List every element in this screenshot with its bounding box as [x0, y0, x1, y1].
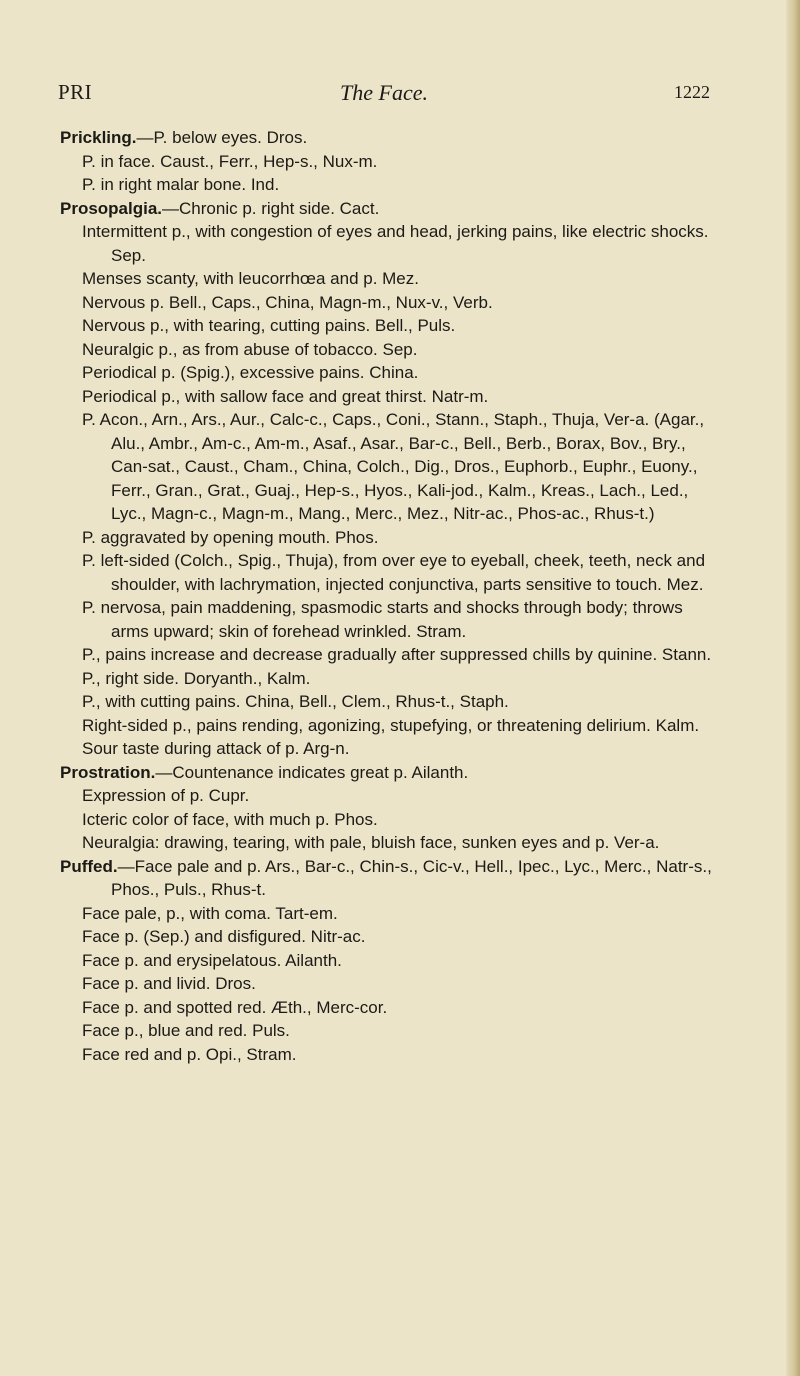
entry-text: P. nervosa, pain maddening, spasmodic starts and shocks through body; throws arms upward; skin of forehead wrinkled. Stram.: [82, 598, 683, 641]
sub-entry: [60, 549, 725, 596]
entry-text: P., with cutting pains. China, Bell., Clem., Rhus-t., Staph.: [82, 692, 509, 711]
entry-text: Face p., blue and red. Puls.: [82, 1021, 290, 1040]
sub-entry: [60, 667, 725, 691]
rubric-headword: Prickling.: [60, 128, 137, 147]
sub-entry: [60, 150, 725, 174]
entry-text: P., right side. Doryanth., Kalm.: [82, 668, 311, 688]
sub-entry: [60, 338, 725, 362]
entry-text: P. in face. Caust., Ferr., Hep-s., Nux-m.: [82, 151, 378, 171]
entry-text: P. in right malar bone. Ind.: [82, 175, 280, 194]
sub-entry: [60, 291, 725, 315]
page-edge-shadow: [786, 0, 800, 1376]
sub-entry: [60, 949, 725, 973]
rubric-headword: Prostration.: [60, 762, 156, 782]
rubric-headword: Prosopalgia.: [60, 198, 163, 218]
entry-text: —P. below eyes. Dros.: [136, 128, 308, 147]
sub-entry: [60, 596, 725, 643]
sub-entry: [60, 173, 725, 197]
section-title: The Face.: [340, 80, 428, 105]
entry-text: P., pains increase and decrease gradually after suppressed chills by quinine. Stann.: [82, 645, 712, 664]
sub-entry: [60, 408, 725, 526]
sub-entry: [60, 996, 725, 1020]
entry-text: Nervous p., with tearing, cutting pains. Bell., Puls.: [82, 316, 456, 335]
entry-text: Neuralgia: drawing, tearing, with pale, bluish face, sunken eyes and p. Ver-a.: [82, 833, 660, 852]
sub-entry: [60, 690, 725, 714]
sub-entry: [60, 925, 725, 949]
entry-text: Icteric color of face, with much p. Phos.: [82, 809, 378, 829]
entry-text: Face pale, p., with coma. Tart-em.: [82, 903, 338, 923]
entry-text: P. Acon., Arn., Ars., Aur., Calc-c., Caps., Coni., Stann., Staph., Thuja, Ver-a. (Agar., Alu., Ambr., Am-c., Am-m., Asaf., Asar., Bar-c., Bell., Berb., Borax, Bov., Bry., Can-sat., Caust., Cham., China, Colch., Dig., Dros., Euphorb., Euphr., Euony., Ferr., Gran., Grat., Guaj., Hep-s., Hyos., Kali-jod., Kalm., Kreas., Lach., Led., Lyc., Magn-c., Magn-m., Mang., Merc., Mez., Nitr-ac., Phos-ac., Rhus-t.): [82, 410, 705, 523]
entry-text: Sour taste during attack of p. Arg-n.: [82, 739, 350, 758]
entry-text: Expression of p. Cupr.: [82, 786, 250, 805]
page-number: 1222: [674, 82, 710, 102]
running-head: [58, 80, 710, 110]
entry-text: Right-sided p., pains rending, agonizing, stupefying, or threatening delirium. Kalm.: [82, 715, 700, 735]
rubric-headword: Puffed.: [60, 856, 118, 876]
repertory-entries: [60, 126, 725, 1066]
sub-entry: [60, 1043, 725, 1067]
sub-entry: [60, 808, 725, 832]
sub-entry: [60, 972, 725, 996]
entry-text: Intermittent p., with congestion of eyes and head, jerking pains, like electric shocks. Sep.: [82, 222, 709, 265]
sub-entry: [60, 220, 725, 267]
entry-text: P. aggravated by opening mouth. Phos.: [82, 527, 379, 547]
entry-text: Menses scanty, with leucorrhœa and p. Mez.: [82, 269, 419, 288]
rubric-entry: [60, 761, 725, 785]
sub-entry: [60, 643, 725, 667]
entry-text: Face p. and livid. Dros.: [82, 974, 256, 993]
entry-text: —Face pale and p. Ars., Bar-c., Chin-s., Cic-v., Hell., Ipec., Lyc., Merc., Natr-s., Phos., Puls., Rhus-t.: [111, 856, 712, 899]
entry-text: Face red and p. Opi., Stram.: [82, 1044, 297, 1064]
sub-entry: [60, 385, 725, 409]
entry-text: —Chronic p. right side. Cact.: [162, 198, 380, 218]
guide-word: PRI: [58, 80, 93, 104]
sub-entry: [60, 714, 725, 738]
rubric-entry: [60, 855, 725, 902]
entry-text: P. left-sided (Colch., Spig., Thuja), from over eye to eyeball, cheek, teeth, neck and shoulder, with lachrymation, injected conjunctiva, parts sensitive to touch. Mez.: [82, 551, 706, 594]
entry-text: —Countenance indicates great p. Ailanth.: [155, 762, 469, 782]
sub-entry: [60, 831, 725, 855]
sub-entry: [60, 314, 725, 338]
sub-entry: [60, 267, 725, 291]
sub-entry: [60, 784, 725, 808]
entry-text: Face p. and spotted red. Æth., Merc-cor.: [82, 997, 388, 1017]
rubric-entry: [60, 126, 725, 150]
sub-entry: [60, 737, 725, 761]
entry-text: Face p. and erysipelatous. Ailanth.: [82, 950, 342, 970]
entry-text: Periodical p. (Spig.), excessive pains. China.: [82, 363, 419, 382]
entry-text: Neuralgic p., as from abuse of tobacco. Sep.: [82, 339, 418, 359]
entry-text: Periodical p., with sallow face and great thirst. Natr-m.: [82, 386, 489, 406]
rubric-entry: [60, 197, 725, 221]
sub-entry: [60, 902, 725, 926]
sub-entry: [60, 361, 725, 385]
entry-text: Nervous p. Bell., Caps., China, Magn-m., Nux-v., Verb.: [82, 292, 493, 312]
entry-text: Face p. (Sep.) and disfigured. Nitr-ac.: [82, 927, 366, 946]
sub-entry: [60, 1019, 725, 1043]
sub-entry: [60, 526, 725, 550]
